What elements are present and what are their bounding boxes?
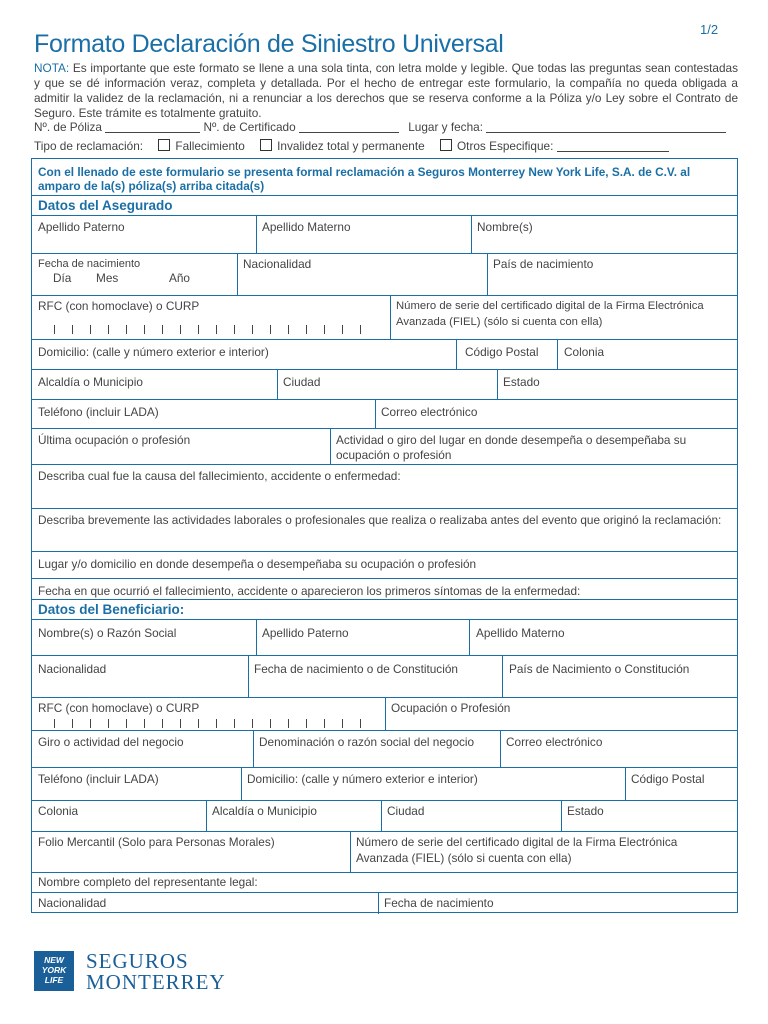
asegurado-apellido-materno[interactable]: Apellido Materno (262, 220, 351, 234)
otros-label: Otros Especifique: (456, 139, 554, 153)
asegurado-nacionalidad[interactable]: Nacionalidad (243, 257, 312, 271)
asegurado-ciudad[interactable]: Ciudad (283, 375, 321, 389)
beneficiario-apellido-paterno[interactable]: Apellido Paterno (262, 626, 349, 640)
beneficiario-domicilio[interactable]: Domicilio: (calle y número exterior e interior) (247, 772, 478, 786)
tipo-reclamacion-row (34, 139, 669, 153)
asegurado-fecha-nacimiento[interactable]: Fecha de nacimiento (38, 258, 141, 270)
new-york-life-logo-icon: NEW YORK LIFE (34, 951, 74, 991)
certificado-field[interactable] (299, 132, 399, 133)
invalidez-checkbox[interactable] (260, 139, 272, 151)
asegurado-domicilio[interactable]: Domicilio: (calle y número exterior e interior) (38, 345, 269, 359)
lugar-fecha-field[interactable] (486, 132, 726, 133)
beneficiario-rfc-boxes[interactable] (54, 719, 364, 728)
asegurado-section-title: Datos del Asegurado (38, 198, 173, 213)
policy-row (34, 120, 726, 134)
dia-label: Día (53, 271, 72, 285)
fallecimiento-label: Fallecimiento (175, 139, 245, 153)
beneficiario-colonia[interactable]: Colonia (38, 804, 79, 818)
page-title: Formato Declaración de Siniestro Universal (34, 30, 504, 58)
beneficiario-fiel-line2: Avanzada (FIEL) (sólo si cuenta con ella) (356, 851, 572, 865)
poliza-label: Nº. de Póliza (34, 120, 102, 134)
asegurado-correo[interactable]: Correo electrónico (381, 405, 478, 419)
beneficiario-codigo-postal[interactable]: Código Postal (631, 772, 705, 786)
beneficiario-ocupacion[interactable]: Ocupación o Profesión (391, 701, 511, 715)
beneficiario-pais[interactable]: País de Nacimiento o Constitución (509, 662, 690, 676)
asegurado-codigo-postal[interactable]: Código Postal (465, 345, 539, 359)
beneficiario-section-title: Datos del Beneficiario: (38, 602, 185, 617)
beneficiario-ciudad[interactable]: Ciudad (387, 804, 425, 818)
poliza-field[interactable] (105, 132, 200, 133)
asegurado-alcaldia[interactable]: Alcaldía o Municipio (38, 375, 143, 389)
asegurado-actividad-line2: ocupación o profesión (336, 448, 452, 462)
form-banner: Con el llenado de este formulario se presenta formal reclamación a Seguros Monterrey New York Life, S.A. de C.V. al amparo de la(s) póliza(s) arriba citada(s) (38, 165, 691, 193)
asegurado-fiel-line1[interactable]: Número de serie del certificado digital de la Firma Electrónica (396, 300, 704, 312)
asegurado-apellido-paterno[interactable]: Apellido Paterno (38, 220, 125, 234)
asegurado-ocupacion[interactable]: Última ocupación o profesión (38, 433, 191, 447)
asegurado-rfc[interactable]: RFC (con homoclave) o CURP (38, 299, 200, 313)
asegurado-estado[interactable]: Estado (503, 375, 540, 389)
beneficiario-telefono[interactable]: Teléfono (incluir LADA) (38, 772, 159, 786)
beneficiario-nombre[interactable]: Nombre(s) o Razón Social (38, 626, 177, 640)
beneficiario-correo[interactable]: Correo electrónico (506, 735, 603, 749)
logo-line1: SEGUROS (86, 949, 189, 973)
page-number: 1/2 (700, 22, 719, 37)
asegurado-telefono[interactable]: Teléfono (incluir LADA) (38, 405, 159, 419)
beneficiario-fiel-line1[interactable]: Número de serie del certificado digital de la Firma Electrónica (356, 835, 678, 849)
beneficiario-fecha-nacimiento[interactable]: Fecha de nacimiento o de Constitución (254, 662, 458, 676)
beneficiario-denominacion[interactable]: Denominación o razón social del negocio (259, 735, 475, 749)
asegurado-actividad-line1[interactable]: Actividad o giro del lugar en donde desempeña o desempeñaba su (336, 433, 687, 447)
beneficiario-estado[interactable]: Estado (567, 804, 604, 818)
asegurado-pais-nacimiento[interactable]: País de nacimiento (493, 257, 594, 271)
beneficiario-giro[interactable]: Giro o actividad del negocio (38, 735, 184, 749)
claim-form (31, 158, 738, 913)
beneficiario-apellido-materno[interactable]: Apellido Materno (476, 626, 565, 640)
intro-note (34, 61, 738, 121)
representante-nacionalidad[interactable]: Nacionalidad (38, 896, 107, 910)
asegurado-colonia[interactable]: Colonia (564, 345, 605, 359)
asegurado-nombres[interactable]: Nombre(s) (477, 220, 533, 234)
fallecimiento-checkbox[interactable] (158, 139, 170, 151)
asegurado-rfc-boxes[interactable] (54, 325, 364, 334)
seguros-monterrey-logo (86, 951, 226, 993)
otros-field[interactable] (557, 151, 669, 152)
lugar-fecha-label: Lugar y fecha: (408, 120, 483, 134)
asegurado-fiel-line2: Avanzada (FIEL) (sólo si cuenta con ella) (396, 316, 603, 328)
representante-field[interactable]: Nombre completo del representante legal: (38, 875, 258, 889)
fecha-evento-field[interactable]: Fecha en que ocurrió el fallecimiento, accidente o aparecieron los primeros síntomas de la enfermedad: (38, 584, 581, 598)
nota-label: NOTA: (34, 61, 70, 75)
causa-field[interactable]: Describa cual fue la causa del fallecimiento, accidente o enfermedad: (38, 469, 401, 483)
representante-fecha-nacimiento[interactable]: Fecha de nacimiento (384, 896, 494, 910)
beneficiario-rfc[interactable]: RFC (con homoclave) o CURP (38, 701, 200, 715)
anio-label: Año (169, 271, 190, 285)
certificado-label: Nº. de Certificado (203, 120, 296, 134)
actividades-laborales-field[interactable]: Describa brevemente las actividades laborales o profesionales que realiza o realizaba antes del evento que originó la reclamación: (38, 513, 722, 527)
beneficiario-folio[interactable]: Folio Mercantil (Solo para Personas Morales) (38, 835, 275, 849)
beneficiario-nacionalidad[interactable]: Nacionalidad (38, 662, 107, 676)
lugar-ocupacion-field[interactable]: Lugar y/o domicilio en donde desempeña o desempeñaba su ocupación o profesión (38, 557, 477, 571)
nota-text: Es importante que este formato se llene a una sola tinta, con letra molde y legible. Que todas las preguntas sean contestadas y que se dé información veraz, completa y detallada. Por el hecho de entregar este formulario, la compañía no queda obligada a admitir la validez de la reclamación, ni a renunciar a los derechos que se reserva conforme a la Póliza y/o Ley sobre el Contrato de Seguro. Este trámite es totalmente gratuito. (34, 61, 738, 120)
tipo-reclamacion-label: Tipo de reclamación: (34, 139, 144, 153)
otros-checkbox[interactable] (440, 139, 452, 151)
mes-label: Mes (96, 271, 119, 285)
beneficiario-alcaldia[interactable]: Alcaldía o Municipio (212, 804, 317, 818)
logo-line2: MONTERREY (86, 970, 226, 994)
invalidez-label: Invalidez total y permanente (277, 139, 425, 153)
